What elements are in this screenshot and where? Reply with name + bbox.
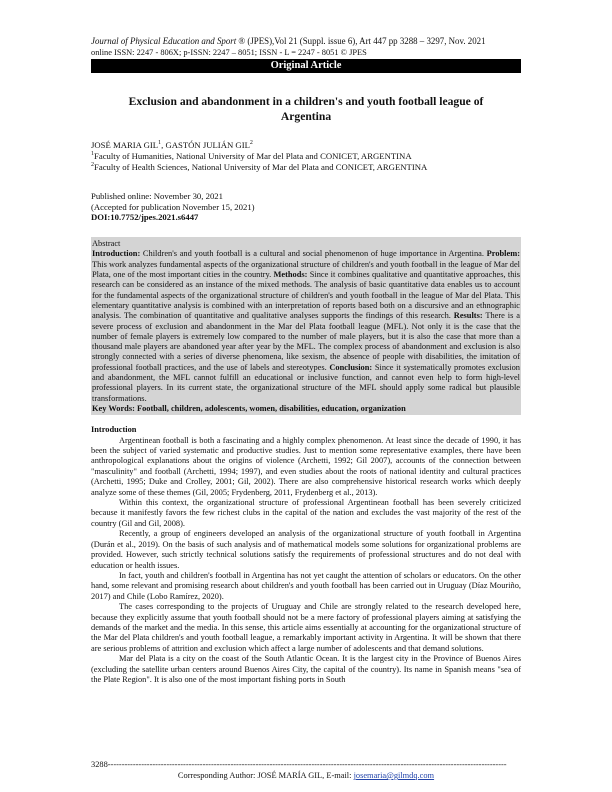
affiliation-text: Faculty of Humanities, National University of Mar del Plata and CONICET, ARGENTINA [94, 151, 412, 162]
abstract-text-methods: Since it combines qualitative and quantitative approaches, this research can be considered as an instance of the mixed methods. The analysis of basic quantitative data enables us to account for the fundamental aspects of the organizational structure of children's and youth football in the league of Mar del Plata. This elementary quantitative analysis is combined with an interpretation of reports based both on a discursive and an ethnographic analysis. The combination of quantitative and qualitative analyses supports the findings of this research. [92, 270, 520, 321]
published-date: Published online: November 30, 2021 [91, 190, 223, 201]
journal-header [91, 36, 521, 58]
accepted-date: (Accepted for publication November 15, 2021) [91, 201, 255, 212]
email-link[interactable]: josemaria@gilmdq.com [353, 771, 435, 780]
article-page [91, 36, 521, 685]
author-separator: , [161, 140, 166, 151]
body-paragraph: Argentinean football is both a fascinating and a highly complex phenomenon. At least since the decade of 1990, it has been the subject of varied systematic and productive studies. Just to mention some representative examples, there have been anthropological explanations about the origins of violence (Archetti, 1992; Gil 2007), accounts of the connection between "masculinity" and football (Archetti, 1994; 1997), and even studies about the roots of national identity and cultural practices (Archetti, 1995; Duke and Crolley, 2001; Gil, 2002). There are also comprehensive historical research works which deeply analyze some of these themes (Gil, 2005; Frydenberg, 2011, Frydenberg et al., 2013). [91, 435, 521, 497]
abstract-label-conclusion: Conclusion: [329, 362, 373, 372]
doi: DOI:10.7752/jpes.2021.s6447 [91, 212, 199, 223]
footer-dashes: ----------------------------------------------------------------------------------------------------------------------------------------------- [107, 760, 507, 769]
abstract-label-introduction: Introduction: [92, 249, 141, 259]
author-name: JOSÉ MARIA GIL [91, 140, 159, 151]
abstract-body [92, 249, 520, 403]
author-list [91, 140, 521, 151]
page-footer [91, 760, 521, 781]
abstract-label-problem: Problem: [486, 249, 520, 259]
abstract-label-results: Results: [453, 311, 483, 321]
affiliation-marker: 2 [91, 162, 94, 169]
introduction-section [91, 425, 521, 685]
corresponding-author [91, 770, 521, 781]
affiliation-text: Faculty of Health Sciences, National University of Mar del Plata and CONICET, ARGENTINA [94, 162, 428, 172]
body-paragraph: In fact, youth and children's football in Argentina has not yet caught the attention of scholars or educators. On the other hand, some relevant and promising research about children's and youth football has been carried out in Uruguay (Díaz Mouriño, 2017) and Chile (Lobo Ramírez, 2020). [91, 570, 521, 601]
body-paragraph: The cases corresponding to the projects of Uruguay and Chile are strongly related to the research developed here, because they explicitly assume that youth football should not be a mere factory of professional players aiming at satisfying the demands of the market and the media. In this sense, this article aims essentially at accounting for the organizational structure of the Mar del Plata children's and youth football league, a remarkably important activity in Argentina. It will be shown that there are serious problems of attrition and exclusion which affect a large number of adolescents and that demand solutions. [91, 602, 521, 653]
corresponding-author-text: Corresponding Author: JOSÉ MARÍA GIL, E-mail: [177, 771, 354, 780]
body-paragraph: Recently, a group of engineers developed an analysis of the organizational structure of youth football in Argentina (Durán et al., 2019). On the basis of such analysis and of mathematical models some solutions for organizational problems are provided. However, such strictly technical solutions satisfy the requirements of professional structures and do not deal with education or health issues. [91, 529, 521, 570]
affiliation [91, 162, 521, 173]
abstract-text-conclusion: Since it systematically promotes exclusion and abandonment, the MFL cannot fulfill an educational or inclusive function, and cannot even help to form high-level professional players. In its current state, the organizational structure of the MFL should apply some radical but plausible transformations. [92, 362, 520, 403]
journal-volume-info: ® (JPES),Vol 21 (Suppl. issue 6), Art 447 pp 3288 – 3297, Nov. 2021 [236, 36, 486, 46]
abstract-box [91, 237, 521, 415]
article-type-banner: Original Article [91, 59, 521, 73]
body-paragraph: Within this context, the organizational structure of professional Argentinean football has been severely criticized because it manifestly favors the few richest clubs in the capital of the nation and excludes the vast majority of the rest of the country (Gil and Gil, 2008). [91, 498, 521, 528]
author-affiliation-marker: 2 [249, 140, 253, 147]
abstract-text-results: There is a severe process of exclusion and abandonment in the Mar del Plata football league (MFL). Not only it is the case that the number of female players is extremely low compared to the number of male players, but it is also the case that more than a thousand male players are abandoned year after year by the MFL. The complex process of abandonment and exclusion is also strongly connected with a series of diverse phenomena, like sexism, the absence of people with disabilities, the imitation of professional football practices, and the use of labels and stereotypes. [92, 311, 520, 372]
author-name: GASTÓN JULIÁN GIL [165, 140, 250, 151]
abstract-text-problem: This work analyzes fundamental aspects of the organizational structure of children's and youth football in the league of Mar del Plata, one of the most important cities in the country. [92, 259, 520, 280]
body-paragraph: Mar del Plata is a city on the coast of the South Atlantic Ocean. It is the largest city in the Province of Buenos Aires (excluding the satellite urban centers around Buenos Aires City, the capital of the country). Its name in Spanish means "sea of the Plate Region". It is also one of the most important fishing ports in South [91, 654, 521, 684]
section-heading: Introduction [91, 425, 137, 435]
affiliation [91, 151, 521, 162]
abstract-label-methods: Methods: [273, 270, 308, 280]
issn-line: online ISSN: 2247 - 806X; p-ISSN: 2247 – 8051; ISSN - L = 2247 - 8051 © JPES [91, 48, 367, 58]
abstract-heading: Abstract [92, 239, 121, 249]
affiliation-marker: 1 [91, 151, 94, 158]
keywords: Key Words: Football, children, adolescents, women, disabilities, education, organization [92, 403, 406, 413]
footer-rule [91, 760, 521, 770]
article-title: Exclusion and abandonment in a children's and youth football league of Argentina [128, 95, 484, 124]
abstract-text-introduction: Children's and youth football is a cultural and social phenomenon of huge importance in Argentina. [140, 249, 487, 259]
publication-info [91, 191, 521, 223]
journal-name: Journal of Physical Education and Sport [91, 36, 237, 46]
page-number: 3288 [91, 760, 108, 769]
author-affiliation-marker: 1 [158, 140, 162, 147]
